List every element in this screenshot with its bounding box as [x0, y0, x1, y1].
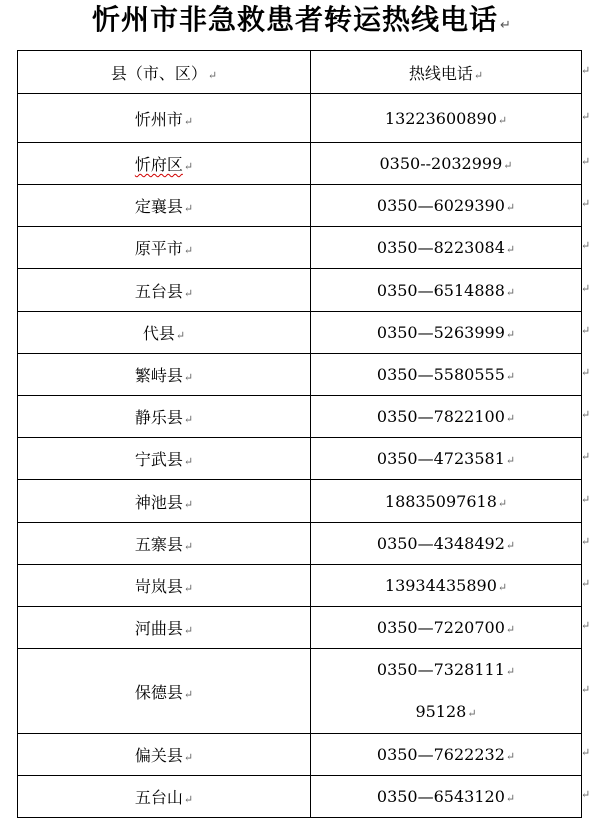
county-cell [18, 565, 311, 607]
phone-cell [311, 565, 582, 607]
county-name: 五台山 [134, 788, 183, 807]
paragraph-mark-icon: ↵ [505, 243, 516, 256]
phone-number: 95128 [415, 702, 467, 721]
county-name: 河曲县 [134, 619, 183, 638]
table-row [18, 143, 582, 185]
county-name: 五寨县 [134, 535, 183, 554]
phone-cell [311, 312, 582, 354]
row-end-mark-icon: ↵ [581, 155, 591, 168]
paragraph-mark-icon: ↵ [183, 582, 194, 595]
row-end-mark-icon: ↵ [581, 408, 591, 421]
paragraph-mark-icon: ↵ [183, 793, 194, 806]
table-row [18, 480, 582, 523]
paragraph-mark-icon: ↵ [473, 68, 484, 82]
paragraph-mark-icon: ↵ [175, 329, 186, 342]
row-end-mark-icon: ↵ [581, 788, 591, 801]
county-cell [18, 776, 311, 818]
phone-cell [311, 776, 582, 818]
table-row [18, 649, 582, 734]
table-row [18, 94, 582, 143]
table-row [18, 185, 582, 227]
county-name: 五台县 [134, 281, 183, 301]
table-row [18, 565, 582, 607]
row-end-mark-icon: ↵ [581, 63, 591, 77]
table-row [18, 523, 582, 565]
paragraph-mark-icon: ↵ [505, 285, 516, 299]
table-row [18, 227, 582, 269]
county-name: 静乐县 [134, 408, 183, 427]
county-cell [18, 438, 311, 480]
paragraph-mark-icon: ↵ [183, 687, 194, 701]
county-cell [18, 94, 311, 143]
row-end-mark-icon: ↵ [581, 682, 591, 696]
page-title-text: 忻州市非急救患者转运热线电话 [92, 3, 499, 36]
phone-number: 0350—6514888 [376, 280, 505, 300]
phone-number: 0350—5580555 [376, 365, 505, 384]
row-end-mark-icon: ↵ [581, 197, 591, 210]
phone-number: 0350—4723581 [376, 449, 505, 468]
phone-cell [311, 438, 582, 480]
county-name: 岢岚县 [134, 577, 183, 596]
county-name: 定襄县 [134, 197, 183, 216]
paragraph-mark-icon: ↵ [183, 540, 194, 553]
header-county-cell [18, 51, 311, 94]
hotline-table-body [18, 51, 582, 818]
phone-cell [311, 734, 582, 776]
phone-cell [311, 607, 582, 649]
county-name: 代县 [142, 324, 175, 343]
county-cell [18, 480, 311, 523]
table-row [18, 396, 582, 438]
table-row [18, 734, 582, 776]
phone-cell [311, 354, 582, 396]
county-cell [18, 523, 311, 565]
paragraph-mark-icon: ↵ [505, 792, 516, 805]
county-name: 原平市 [134, 239, 183, 258]
row-end-mark-icon: ↵ [581, 577, 591, 590]
row-end-mark-icon: ↵ [581, 619, 591, 632]
table-row [18, 354, 582, 396]
phone-number: 0350—7622232 [376, 745, 505, 764]
phone-number: 0350—4348492 [376, 534, 505, 553]
paragraph-mark-icon: ↵ [505, 370, 516, 383]
paragraph-mark-icon: ↵ [183, 160, 194, 173]
header-phone-cell [311, 51, 582, 94]
row-end-mark-icon: ↵ [581, 239, 591, 252]
table-row [18, 607, 582, 649]
phone-number: 0350--2032999 [379, 154, 503, 173]
paragraph-mark-icon: ↵ [183, 455, 194, 468]
row-end-mark-icon: ↵ [581, 366, 591, 379]
paragraph-mark-icon: ↵ [183, 202, 194, 215]
county-cell [18, 734, 311, 776]
phone-cell [311, 94, 582, 143]
paragraph-mark-icon: ↵ [183, 751, 194, 764]
paragraph-mark-icon: ↵ [497, 581, 508, 594]
county-cell [18, 396, 311, 438]
paragraph-mark-icon: ↵ [505, 623, 516, 636]
phone-cell [311, 396, 582, 438]
county-cell [18, 354, 311, 396]
phone-line [311, 649, 581, 691]
table-row [18, 312, 582, 354]
phone-number: 13223600890 [384, 108, 497, 128]
hotline-table [17, 50, 582, 818]
table-row [18, 776, 582, 818]
county-cell [18, 649, 311, 734]
paragraph-mark-icon: ↵ [505, 328, 516, 341]
phone-number: 0350—7220700 [376, 618, 505, 637]
paragraph-mark-icon: ↵ [497, 496, 508, 510]
county-cell [18, 185, 311, 227]
paragraph-mark-icon: ↵ [207, 68, 218, 82]
phone-number: 0350—5263999 [376, 323, 505, 342]
phone-number: 13934435890 [384, 576, 497, 595]
county-cell [18, 227, 311, 269]
phone-cell [311, 523, 582, 565]
paragraph-mark-icon: ↵ [183, 371, 194, 384]
row-end-mark-icon: ↵ [581, 492, 591, 506]
paragraph-mark-icon: ↵ [505, 412, 516, 425]
paragraph-mark-icon: ↵ [505, 201, 516, 214]
table-row [18, 438, 582, 480]
paragraph-mark-icon: ↵ [497, 113, 508, 127]
row-end-mark-icon: ↵ [581, 324, 591, 337]
paragraph-mark-icon: ↵ [467, 707, 477, 720]
phone-cell [311, 269, 582, 312]
row-end-mark-icon: ↵ [581, 109, 591, 123]
phone-cell [311, 227, 582, 269]
paragraph-mark-icon: ↵ [183, 244, 194, 257]
county-name: 繁峙县 [134, 366, 183, 385]
phone-number: 0350—7328111 [376, 660, 505, 679]
row-end-mark-icon: ↵ [581, 281, 591, 295]
paragraph-mark-icon: ↵ [183, 497, 194, 511]
phone-number: 0350—7822100 [376, 407, 505, 426]
county-cell [18, 312, 311, 354]
paragraph-mark-icon: ↵ [183, 286, 194, 300]
phone-number: 18835097618 [384, 491, 497, 511]
county-name: 宁武县 [134, 450, 183, 469]
paragraph-mark-icon: ↵ [500, 18, 511, 33]
header-phone-label: 热线电话 [408, 63, 473, 83]
county-cell [18, 143, 311, 185]
phone-number: 0350—6543120 [376, 787, 505, 806]
paragraph-mark-icon: ↵ [183, 624, 194, 637]
paragraph-mark-icon: ↵ [505, 454, 516, 467]
paragraph-mark-icon: ↵ [505, 750, 516, 763]
table-header-row [18, 51, 582, 94]
phone-cell [311, 480, 582, 523]
county-name: 保德县 [134, 682, 183, 702]
page-title [0, 2, 603, 44]
phone-cell [311, 185, 582, 227]
paragraph-mark-icon: ↵ [503, 159, 513, 172]
paragraph-mark-icon: ↵ [183, 413, 194, 426]
county-name: 神池县 [134, 492, 183, 512]
phone-number: 0350—6029390 [376, 196, 505, 215]
county-name: 忻州市 [134, 109, 183, 129]
row-end-mark-icon: ↵ [581, 535, 591, 548]
county-cell [18, 269, 311, 312]
row-end-mark-icon: ↵ [581, 746, 591, 759]
phone-number: 0350—8223084 [376, 238, 505, 257]
paragraph-mark-icon: ↵ [505, 539, 516, 552]
paragraph-mark-icon: ↵ [183, 114, 194, 128]
county-name: 偏关县 [134, 746, 183, 765]
county-cell [18, 607, 311, 649]
phone-line [311, 691, 581, 733]
phone-cell [311, 649, 582, 734]
county-name: 忻府区 [134, 155, 183, 174]
row-end-mark-icon: ↵ [581, 450, 591, 463]
header-county-label: 县（市、区） [110, 63, 207, 83]
paragraph-mark-icon: ↵ [505, 665, 516, 678]
phone-cell [311, 143, 582, 185]
table-row [18, 269, 582, 312]
